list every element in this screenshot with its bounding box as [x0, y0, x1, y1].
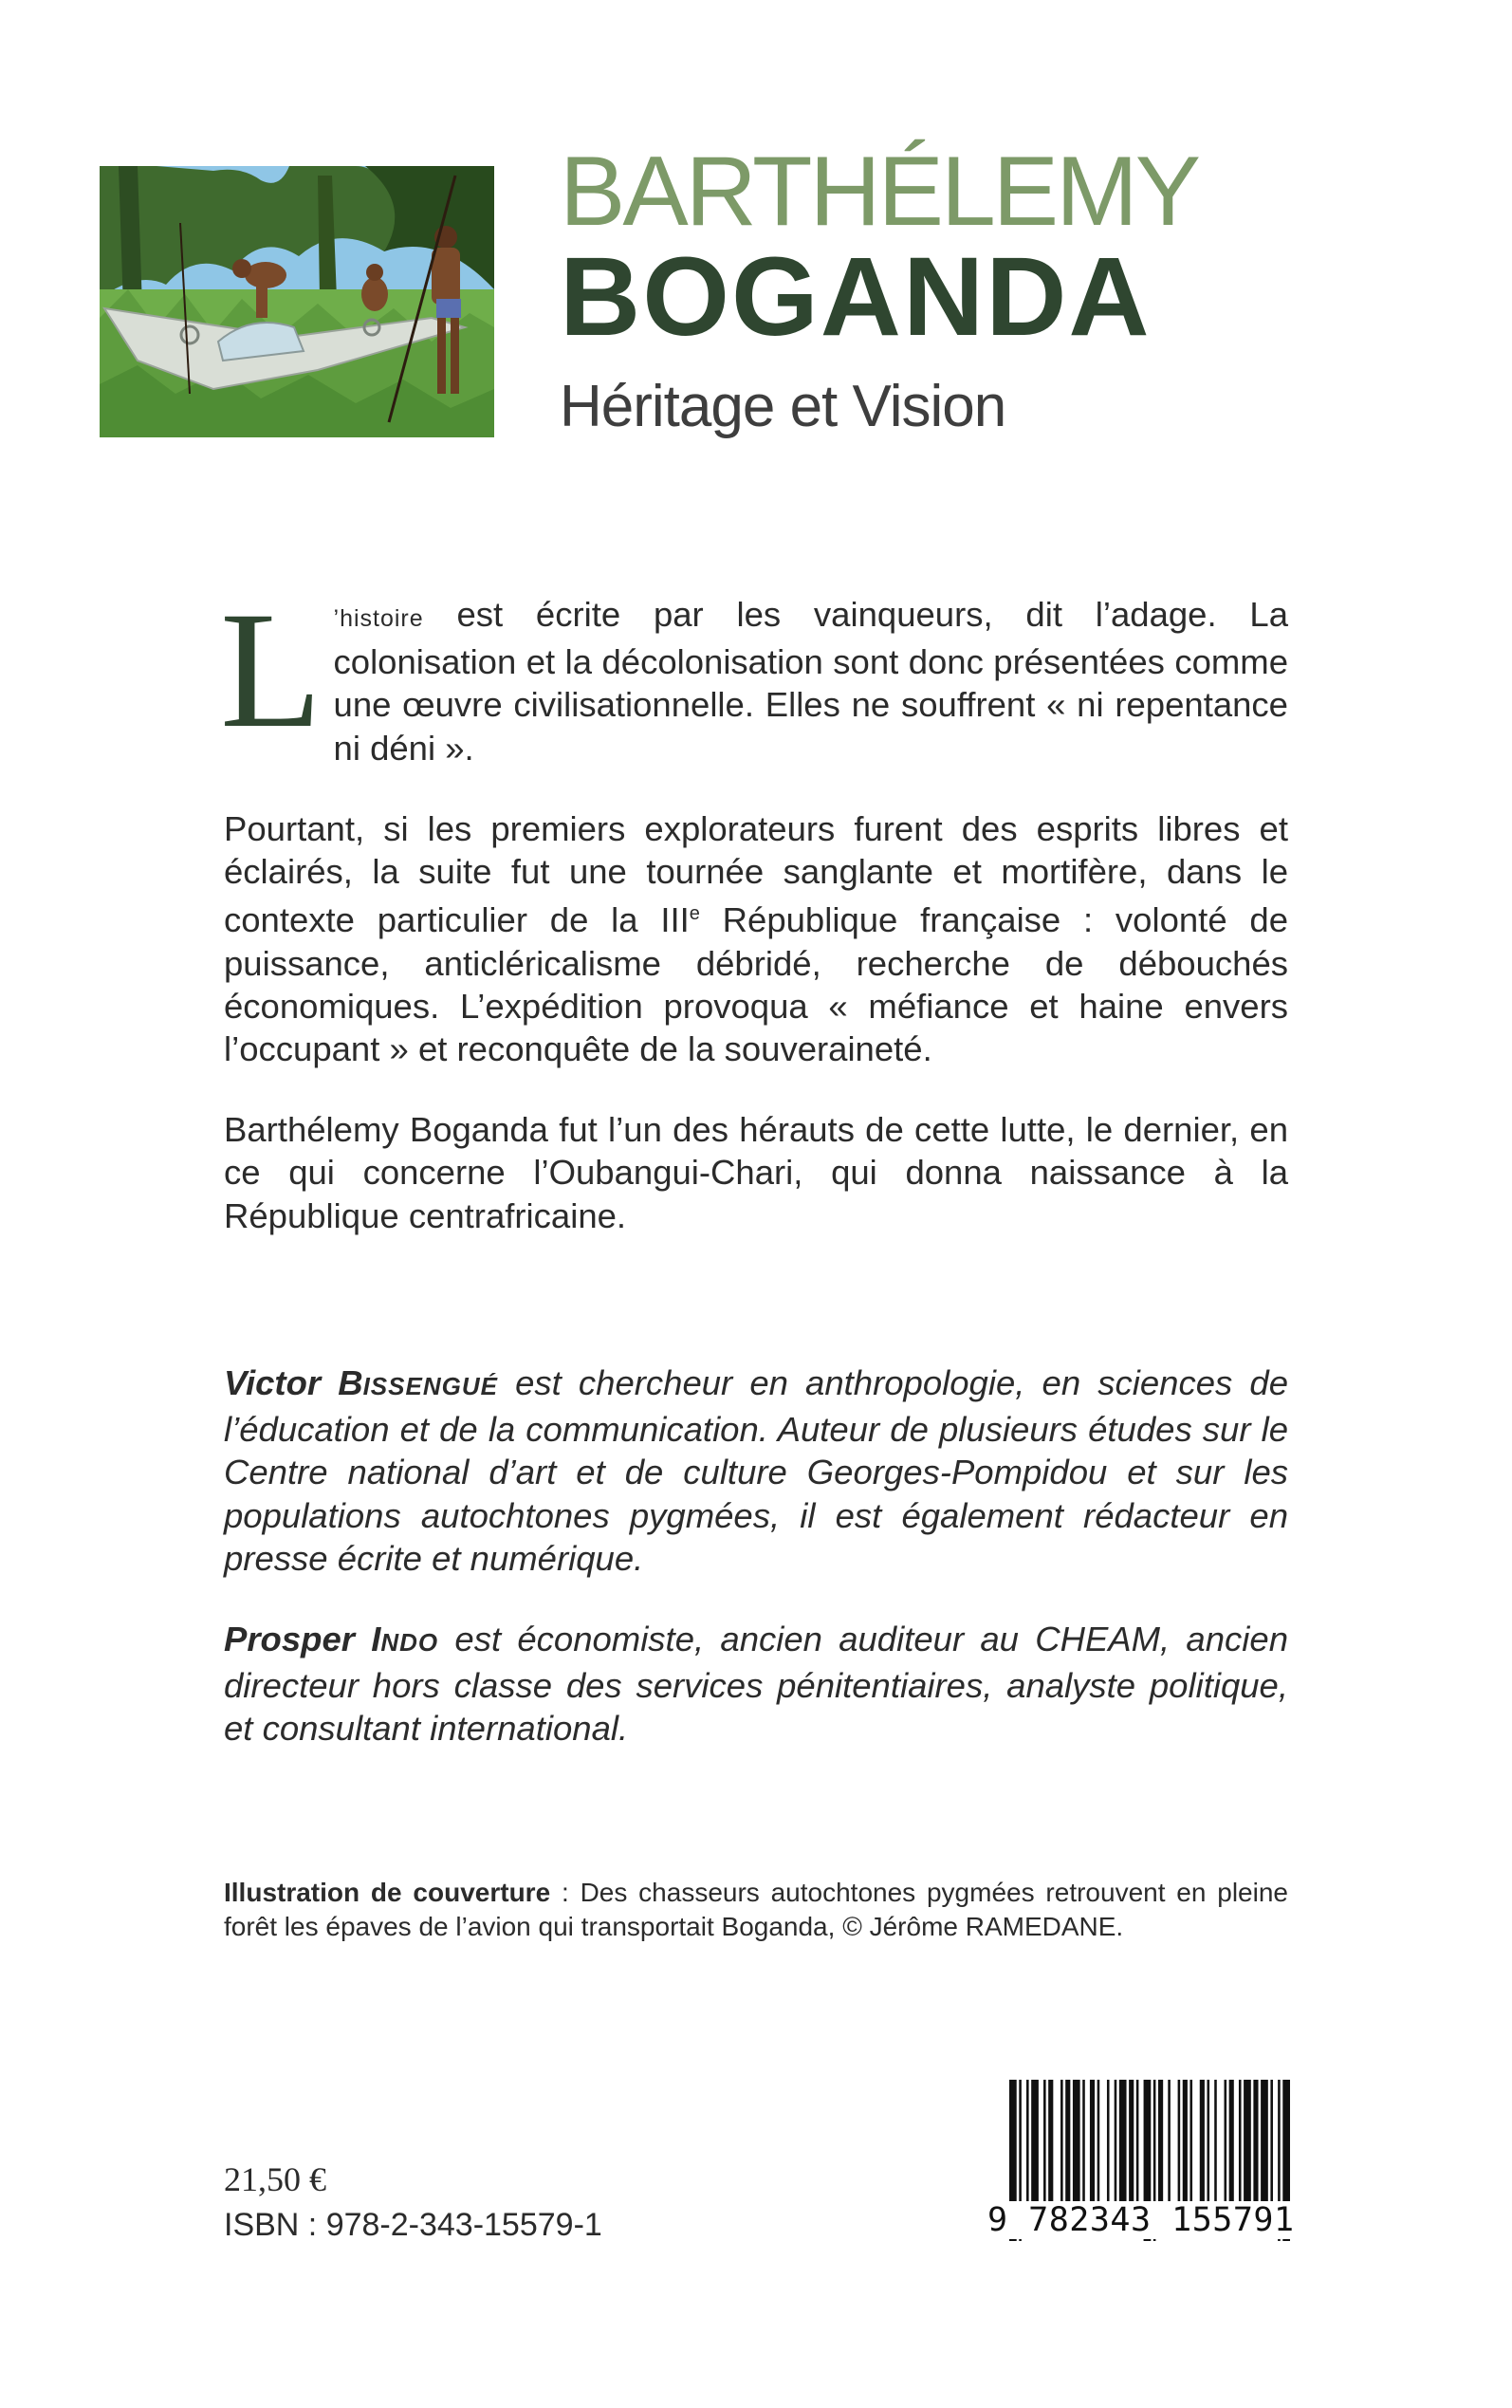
barcode-bar — [1239, 2080, 1242, 2213]
author-bios — [224, 1361, 1288, 1788]
credit-label: Illustration de couverture — [224, 1878, 551, 1907]
barcode-bar — [1043, 2080, 1046, 2213]
barcode-bar — [1107, 2080, 1110, 2213]
barcode-bar — [1168, 2080, 1171, 2213]
author-bio-1 — [224, 1361, 1288, 1580]
paragraph-1-text: est écrite par les vainqueurs, dit l’adage. La colonisation et la décolonisation sont donc présentées comme une œuvre civilisationnelle. Elles ne souffrent « ni repentance ni déni ». — [333, 595, 1288, 768]
barcode-bar — [1031, 2080, 1039, 2213]
summary-paragraph-1 — [220, 578, 1288, 769]
barcode-bar — [1178, 2080, 1181, 2213]
dropcap: L — [220, 578, 323, 763]
barcode-bar — [1261, 2080, 1268, 2213]
barcode-bar — [1229, 2080, 1234, 2213]
price: 21,50 € — [224, 2160, 326, 2198]
author-2-initial: I — [371, 1620, 381, 1659]
barcode-bar — [1048, 2080, 1053, 2213]
barcode-bar — [1183, 2080, 1188, 2213]
title-first-name: BARTHÉLEMY — [560, 137, 1199, 247]
barcode-bar — [1082, 2080, 1085, 2213]
back-cover-summary — [220, 578, 1289, 1275]
cover-illustration-painting — [100, 166, 494, 437]
paragraph-lead: ’histoire — [333, 605, 424, 632]
barcode-digits — [986, 2199, 1298, 2241]
barcode-bar — [1060, 2080, 1063, 2213]
barcode-bar — [1119, 2080, 1127, 2213]
ordinal-superscript: e — [689, 903, 700, 925]
barcode-bar — [1200, 2080, 1205, 2213]
barcode-bar — [1225, 2080, 1227, 2213]
barcode-bar — [1189, 2080, 1192, 2213]
author-1-surname: ISSENGUÉ — [362, 1372, 498, 1400]
barcode-bar — [1026, 2080, 1029, 2213]
title-last-name: BOGANDA — [560, 234, 1152, 360]
author-2-bio-text: est économiste, ancien auditeur au CHEAM, ancien directeur hors classe des services pénitentiaires, analyste politique, et consultant international. — [224, 1620, 1288, 1749]
barcode-bar — [1207, 2080, 1209, 2213]
barcode-bar — [1065, 2080, 1070, 2213]
subtitle: Héritage et Vision — [560, 374, 1006, 439]
barcode-number: 9 782343 155791 — [987, 2201, 1295, 2239]
author-1-initial: B — [338, 1363, 363, 1402]
author-2-surname: NDO — [380, 1628, 439, 1658]
cover-illustration — [100, 166, 494, 437]
barcode-bar — [1244, 2080, 1251, 2213]
author-name-2 — [224, 1620, 438, 1658]
barcode-bar — [1073, 2080, 1080, 2213]
author-1-first: Victor — [224, 1363, 339, 1402]
summary-paragraph-2 — [224, 807, 1288, 1070]
barcode-bar — [1253, 2080, 1258, 2213]
barcode-bar — [1158, 2080, 1163, 2213]
author-bio-2 — [224, 1618, 1288, 1750]
isbn: ISBN : 978-2-343-15579-1 — [224, 2207, 602, 2243]
barcode-bar — [1270, 2080, 1273, 2213]
barcode-bar — [1136, 2080, 1139, 2213]
author-1-bio-text: est chercheur en anthropologie, en sciences de l’éducation et de la communication. Auteur de plusieurs études sur le Centre national d’art et de culture Georges-Pompidou et sur les populations autochtones pygmées, il est également rédacteur en presse écrite et numérique. — [224, 1363, 1288, 1578]
paragraph-2-text-a: Pourtant, si les premiers explorateurs furent des esprits libres et éclairés, la suite fut une tournée sanglante et mortifère, dans le contexte particulier de la III — [224, 808, 1288, 940]
summary-paragraph-3: Barthélemy Boganda fut l’un des hérauts de cette lutte, le dernier, en ce qui concerne l’Oubangui-Chari, qui donna naissance à la République centrafricaine. — [224, 1110, 1288, 1235]
author-name-1 — [224, 1363, 498, 1402]
barcode-bar — [1115, 2080, 1117, 2213]
title-block — [560, 137, 1413, 440]
barcode-bar — [1129, 2080, 1134, 2213]
credit-text: : Des chasseurs autochtones pygmées retrouvent en pleine forêt les épaves de l’avion qui transportait Boganda, © Jérôme RAMEDANE. — [224, 1878, 1288, 1941]
paragraph-2-text-b: République française : volonté de puissance, anticléricalisme débridé, recherche de débouchés économiques. L’expédition provoqua « méfiance et haine envers l’occupant » et reconquête de la souveraineté. — [224, 900, 1289, 1068]
author-2-first: Prosper — [224, 1620, 372, 1659]
barcode-bar — [1090, 2080, 1095, 2213]
illustration-credit — [224, 1876, 1288, 1944]
barcode-bar — [1097, 2080, 1100, 2213]
barcode-bar — [1214, 2080, 1217, 2213]
